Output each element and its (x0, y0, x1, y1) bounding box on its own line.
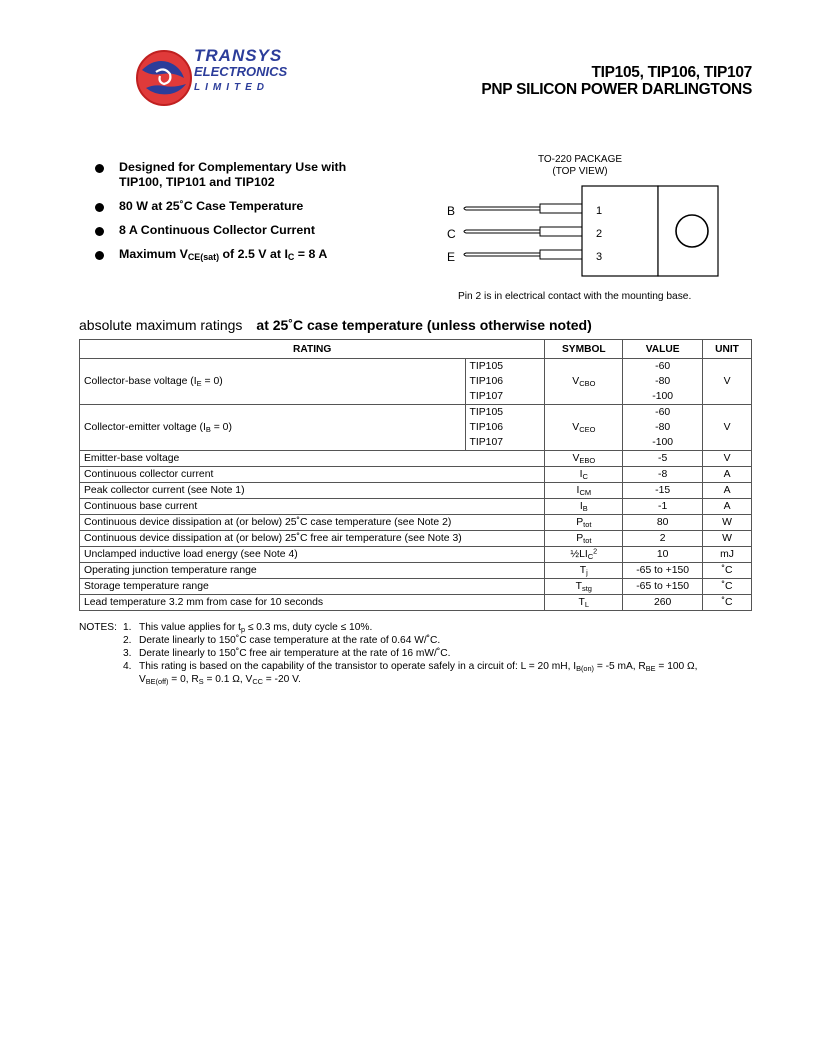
unit: A (703, 499, 752, 515)
logo-line-3: LIMITED (194, 82, 269, 93)
pin-label-e: E (447, 250, 456, 264)
pin-number-3: 3 (596, 251, 603, 263)
rating-label: Collector-base voltage $(I_E = 0)$ (80, 359, 466, 405)
rating-label: Unclamped inductive load energy (see Note 4) (80, 547, 545, 563)
rating-label: Storage temperature range (80, 579, 545, 595)
pin-label-c: C (447, 227, 456, 241)
rating-label: Continuous device dissipation at (or below) 25˚C case temperature (see Note 2) (80, 515, 545, 531)
pin-label-b: B (447, 204, 456, 218)
symbol: $P_{tot}$ (545, 515, 623, 531)
device-name: TIP107 (465, 389, 545, 405)
unit: ˚C (703, 595, 752, 611)
pin-note: Pin 2 is in electrical contact with the mounting base. (458, 291, 692, 302)
feature-item (95, 223, 405, 238)
device-name: TIP106 (465, 420, 545, 435)
part-description: PNP SILICON POWER DARLINGTONS (481, 81, 752, 98)
symbol: $P_{tot}$ (545, 531, 623, 547)
logo-globe-icon (134, 48, 194, 108)
note-continuation: $V_{BE(off)} = 0$, $R_S = 0.1$ Ω, $V_{CC} = -20$ V. (139, 674, 301, 686)
device-name: TIP106 (465, 374, 545, 389)
table-row (80, 531, 752, 547)
table-row (80, 563, 752, 579)
value: -100 (623, 435, 703, 451)
unit: V (703, 405, 752, 451)
unit: ˚C (703, 579, 752, 595)
feature-text: 8 A Continuous Collector Current (119, 223, 315, 237)
ratings-table (79, 339, 752, 611)
feature-text: TIP100, TIP101 and TIP102 (119, 175, 275, 189)
value: -100 (623, 389, 703, 405)
symbol: $T_j$ (545, 563, 623, 579)
table-row (80, 467, 752, 483)
device-name: TIP105 (465, 405, 545, 421)
value: -65 to +150 (623, 579, 703, 595)
symbol: $V_{CEO}$ (545, 405, 623, 451)
feature-item (95, 160, 405, 190)
table-header-row (80, 340, 752, 359)
unit: A (703, 467, 752, 483)
value: -80 (623, 420, 703, 435)
note-item: 2. Derate linearly to 150˚C case temperature at the rate of 0.64 W/˚C. (123, 635, 441, 646)
table-row (80, 595, 752, 611)
symbol: $I_C$ (545, 467, 623, 483)
bullet-icon (95, 227, 104, 236)
rating-label: Continuous collector current (80, 467, 545, 483)
feature-item (95, 247, 405, 262)
rating-label: Peak collector current (see Note 1) (80, 483, 545, 499)
table-row (80, 451, 752, 467)
feature-list (95, 160, 405, 271)
rating-label: Emitter-base voltage (80, 451, 545, 467)
value: -60 (623, 405, 703, 421)
table-row (80, 483, 752, 499)
package-caption: TO-220 PACKAGE (TOP VIEW) (537, 154, 623, 177)
device-name: TIP107 (465, 435, 545, 451)
value: -65 to +150 (623, 563, 703, 579)
ratings-heading (79, 317, 592, 333)
symbol: $I_{CM}$ (545, 483, 623, 499)
header-symbol: SYMBOL (545, 340, 623, 359)
feature-text: 80 W at 25˚C Case Temperature (119, 199, 304, 213)
value: -8 (623, 467, 703, 483)
unit: mJ (703, 547, 752, 563)
ratings-heading-label: absolute maximum ratings (79, 317, 243, 333)
table-row (80, 405, 752, 421)
unit: W (703, 531, 752, 547)
part-numbers: TIP105, TIP106, TIP107 (591, 64, 752, 81)
device-name: TIP105 (465, 359, 545, 375)
symbol: $V_{EBO}$ (545, 451, 623, 467)
table-row (80, 579, 752, 595)
symbol: $V_{CBO}$ (545, 359, 623, 405)
pin-number-1: 1 (596, 205, 603, 217)
symbol: $T_L$ (545, 595, 623, 611)
unit: W (703, 515, 752, 531)
table-row (80, 547, 752, 563)
rating-label: Operating junction temperature range (80, 563, 545, 579)
note-item: NOTES: 1. This value applies for $t_p \le 0.3$ ms, duty cycle ≤ 10%. (79, 622, 373, 634)
header-value: VALUE (623, 340, 703, 359)
rating-label: Collector-emitter voltage $(I_B = 0)$ (80, 405, 466, 451)
header-unit: UNIT (703, 340, 752, 359)
value: 260 (623, 595, 703, 611)
feature-text: Maximum $V_{CE(sat)}$ of 2.5 V at $I_C = 8$ A (119, 247, 328, 263)
note-item: 3. Derate linearly to 150˚C free air temperature at the rate of 16 mW/˚C. (123, 648, 451, 659)
feature-item (95, 199, 405, 214)
rating-label: Continuous device dissipation at (or below) 25˚C free air temperature (see Note 3) (80, 531, 545, 547)
table-row (80, 359, 752, 375)
table-row (80, 515, 752, 531)
symbol: $T_{stg}$ (545, 579, 623, 595)
notes (79, 621, 697, 686)
logo-line-2: ELECTRONICS (194, 64, 288, 79)
unit: V (703, 451, 752, 467)
unit: V (703, 359, 752, 405)
symbol: $\frac{1}{2}LI_C^2$ (545, 547, 623, 563)
unit: ˚C (703, 563, 752, 579)
pin-number-2: 2 (596, 228, 603, 240)
note-item: 4. This rating is based on the capability of the transistor to operate safely in a circuit of: L = 20 mH, $I_{B(on)} = -5$ mA, $R_{BE} = 100$ Ω, (123, 661, 698, 673)
rating-label: Continuous base current (80, 499, 545, 515)
value: 10 (623, 547, 703, 563)
document-title (481, 64, 752, 98)
value: -80 (623, 374, 703, 389)
feature-text: Designed for Complementary Use with (119, 160, 347, 174)
value: -60 (623, 359, 703, 375)
bullet-icon (95, 251, 104, 260)
value: 2 (623, 531, 703, 547)
bullet-icon (95, 164, 104, 173)
ratings-heading-condition: at 25˚C case temperature (unless otherwise noted) (256, 317, 592, 333)
value: -5 (623, 451, 703, 467)
symbol: $I_B$ (545, 499, 623, 515)
company-logo (134, 46, 288, 106)
package-diagram (440, 152, 740, 312)
bullet-icon (95, 203, 104, 212)
value: 80 (623, 515, 703, 531)
table-row (80, 499, 752, 515)
unit: A (703, 483, 752, 499)
logo-line-1: TRANSYS (194, 46, 283, 65)
notes-label: NOTES: (79, 622, 117, 633)
rating-label: Lead temperature 3.2 mm from case for 10 seconds (80, 595, 545, 611)
value: -15 (623, 483, 703, 499)
value: -1 (623, 499, 703, 515)
header-rating: RATING (80, 340, 545, 359)
